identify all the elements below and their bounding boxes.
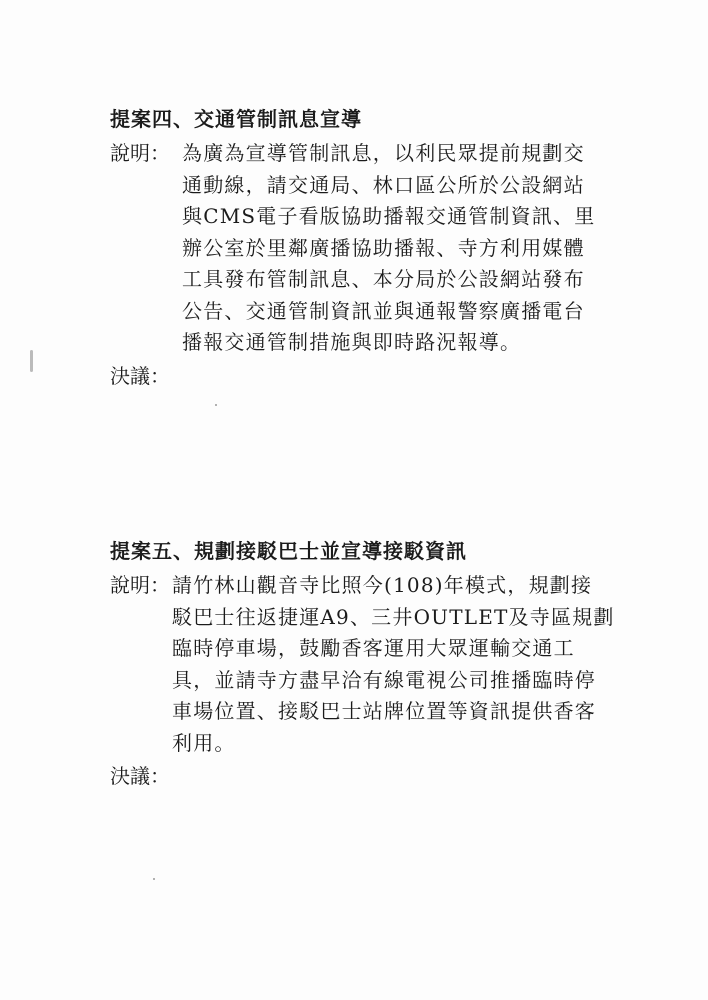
proposal-5-resolution: 決議： <box>110 764 170 788</box>
proposal-5-heading: 提案五、規劃接駁巴士並宣導接駁資訊 <box>110 539 467 563</box>
proposal-4-heading: 提案四、交通管制訊息宣導 <box>110 107 362 131</box>
explanation-line: 播報交通管制措施與即時路況報導。 <box>182 330 522 354</box>
explanation-line: 駁巴士往返捷運A9、三井OUTLET及寺區規劃 <box>172 604 615 629</box>
explanation-label: 說明： <box>110 573 170 597</box>
explanation-line: 為廣為宣導管制訊息，以利民眾提前規劃交 <box>182 141 585 165</box>
explanation-line: 與CMS電子看版協助播報交通管制資訊、里 <box>182 204 596 228</box>
explanation-body <box>182 138 595 359</box>
explanation-line: 臨時停車場，鼓勵香客運用大眾運輸交通工 <box>172 636 575 660</box>
scan-mark <box>30 350 33 372</box>
proposal-5-explanation <box>110 570 615 759</box>
explanation-line: 公告、交通管制資訊並與通報警察廣播電台 <box>182 298 585 323</box>
explanation-line: 車場位置、接駁巴士站牌位置等資訊提供香客 <box>172 699 596 723</box>
proposal-4-explanation <box>110 138 610 359</box>
explanation-line: 辦公室於里鄰廣播協助播報、寺方利用媒體 <box>182 235 585 260</box>
proposal-5 <box>110 536 615 791</box>
proposal-4 <box>110 104 610 391</box>
explanation-body <box>172 570 615 759</box>
explanation-line: 具，並請寺方盡早洽有線電視公司推播臨時停 <box>172 667 596 692</box>
proposal-4-resolution: 決議： <box>110 363 170 388</box>
explanation-label: 說明： <box>110 141 170 165</box>
scan-dot <box>153 878 155 880</box>
explanation-line: 請竹林山觀音寺比照今(108)年模式，規劃接 <box>172 573 593 597</box>
explanation-line: 工具發布管制訊息、本分局於公設網站發布 <box>182 267 585 291</box>
explanation-line: 通動線，請交通局、林口區公所於公設網站 <box>182 172 585 197</box>
scan-dot <box>215 404 217 406</box>
explanation-line: 利用。 <box>172 730 236 755</box>
